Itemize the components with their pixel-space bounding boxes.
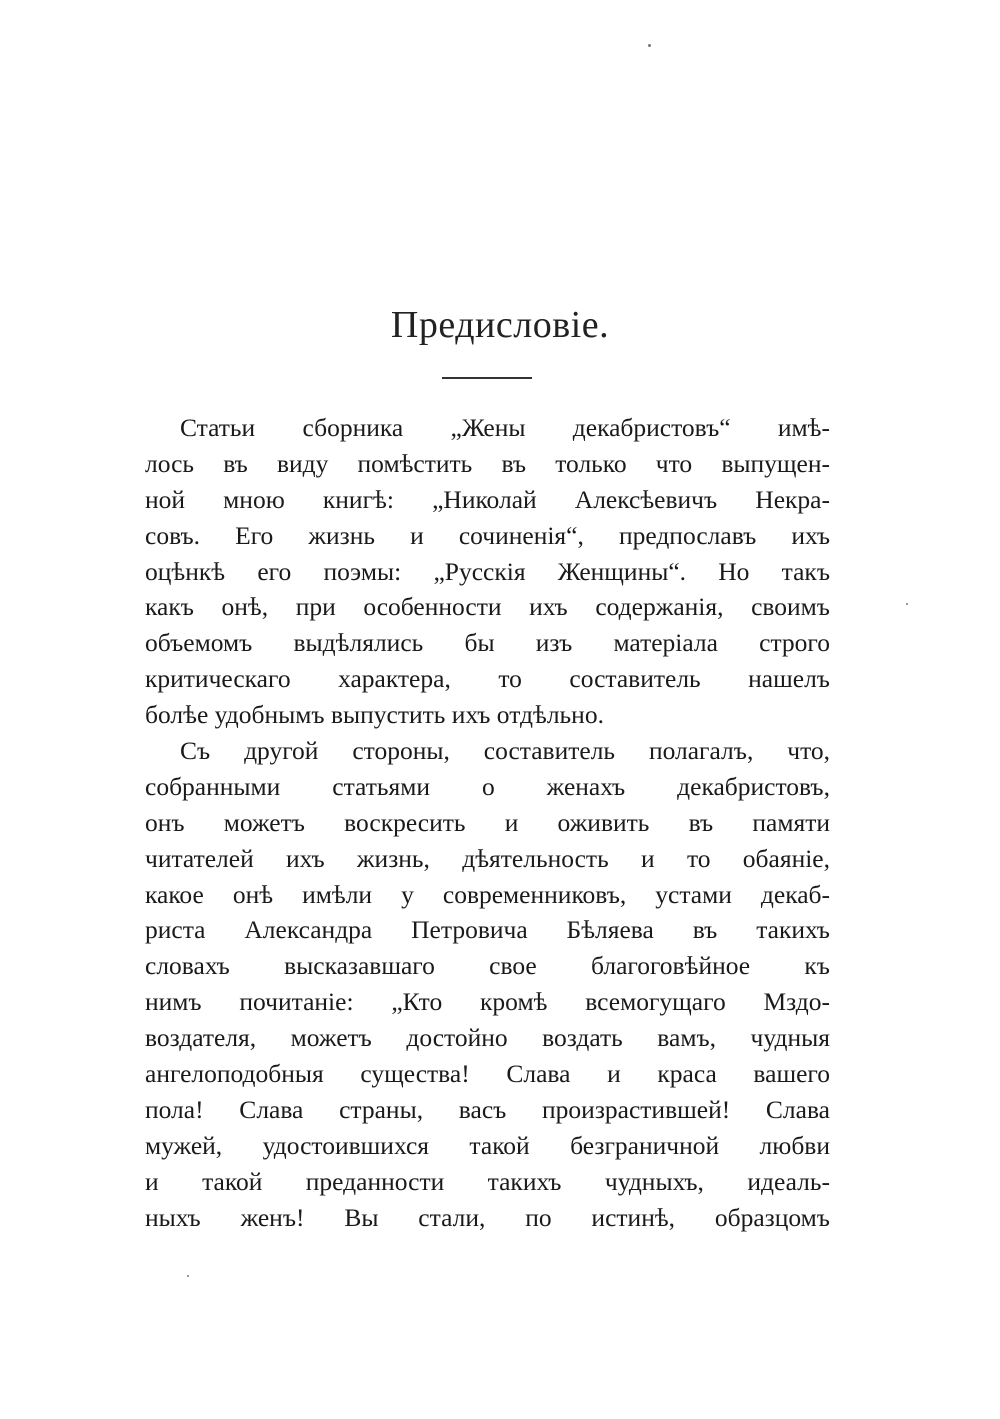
scan-speck bbox=[187, 1275, 189, 1277]
text-line: мужей, удостоившихся такой безграничной любви bbox=[145, 1130, 830, 1160]
text-line: ангелоподобныя существа! Слава и краса вашего bbox=[145, 1059, 830, 1089]
text-line: ной мною книгѣ: „Николай Алексѣевичъ Некра- bbox=[145, 484, 830, 514]
text-line: ныхъ женъ! Вы стали, по истинѣ, образцомъ bbox=[145, 1202, 830, 1232]
text-line: лось въ виду помѣстить въ только что выпущен- bbox=[145, 448, 830, 478]
text-line: нимъ почитаніе: „Кто кромѣ всемогущаго Мздо- bbox=[145, 987, 830, 1017]
text-line: словахъ высказавшаго свое благоговѣйное къ bbox=[145, 951, 830, 981]
text-line: онъ можетъ воскресить и оживить въ памяти bbox=[145, 807, 830, 837]
text-line: какъ онѣ, при особенности ихъ содержанія, своимъ bbox=[145, 592, 830, 622]
text-line: критическаго характера, то составитель нашелъ bbox=[145, 664, 830, 694]
paragraph bbox=[145, 410, 830, 733]
text-line: пола! Слава страны, васъ произрастившей! Слава bbox=[145, 1094, 830, 1124]
text-line: какое онѣ имѣли у современниковъ, устами декаб- bbox=[145, 879, 830, 909]
text-line: и такой преданности такихъ чудныхъ, идеаль- bbox=[145, 1166, 830, 1196]
body-text bbox=[145, 410, 830, 1235]
text-line: Статьи сборника „Жены декабристовъ“ имѣ- bbox=[180, 413, 830, 442]
text-line: объемомъ выдѣлялись бы изъ матеріала строго bbox=[145, 628, 830, 658]
paragraph bbox=[145, 733, 830, 1235]
title-divider bbox=[442, 377, 532, 379]
text-line: риста Александра Петровича Бѣляева въ такихъ bbox=[145, 915, 830, 945]
text-line: оцѣнкѣ его поэмы: „Русскія Женщины“. Но такъ bbox=[145, 556, 830, 586]
text-line: болѣе удобнымъ выпустить ихъ отдѣльно. bbox=[145, 700, 604, 730]
text-line: совъ. Его жизнь и сочиненія“, предпославъ ихъ bbox=[145, 520, 830, 550]
scan-speck bbox=[648, 44, 651, 47]
text-line: Съ другой стороны, составитель полагалъ, что, bbox=[180, 736, 830, 766]
text-line: собранными статьями о женахъ декабристовъ, bbox=[145, 771, 830, 801]
text-line: читателей ихъ жизнь, дѣятельность и то обаяніе, bbox=[145, 843, 830, 873]
page-title: Предисловіе. bbox=[390, 304, 610, 346]
text-line: воздателя, можетъ достойно воздать вамъ, чудныя bbox=[145, 1023, 830, 1053]
scan-speck bbox=[906, 603, 908, 605]
